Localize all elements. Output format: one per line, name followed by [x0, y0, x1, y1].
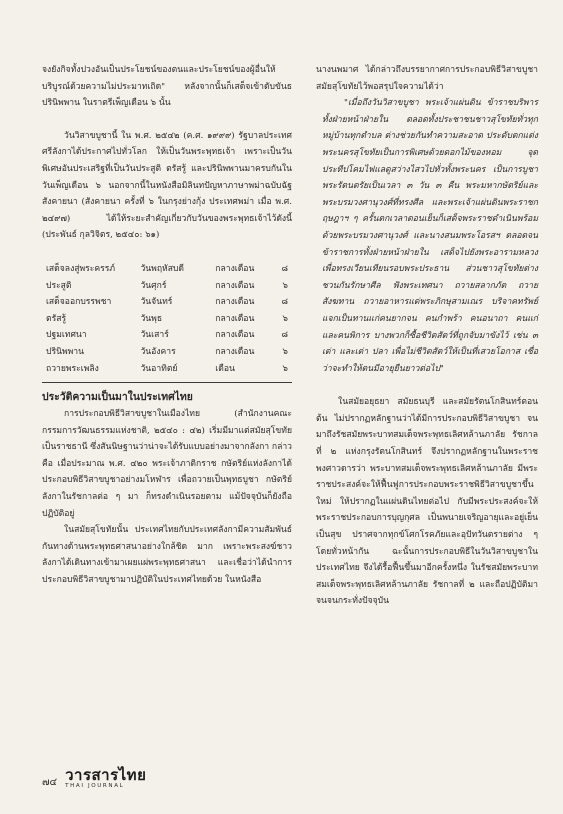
- event-name: ปรินิพพาน: [46, 346, 84, 357]
- event-month-number: ๘: [281, 297, 288, 308]
- right-paragraph-1: นางนพมาศ ได้กล่าวถึงบรรยากาศการประกอบพิธีวิสาขบูชาสมัยสุโขทัยไว้พอสรุปใจความได้ว่า: [316, 65, 538, 92]
- event-month: กลางเดือน: [215, 280, 255, 291]
- journal-logo-text: วารสารไทย: [65, 766, 147, 784]
- section-divider: [42, 382, 292, 383]
- event-name: ตรัสรู้: [46, 313, 67, 324]
- event-month-number: ๖: [282, 363, 288, 374]
- event-month: กลางเดือน: [215, 313, 255, 324]
- event-month-number: ๖: [282, 346, 288, 357]
- event-month-number: ๘: [281, 330, 288, 341]
- left-paragraph-3: การประกอบพิธีวิสาขบูชาในเมืองไทย (สำนักงานคณะกรรมการวัฒนธรรมแห่งชาติ, ๒๕๔๐ : ๔๒) เริ่มมีมาแต่สมัยสุโขทัยเป็นราชธานี ซึ่งสันนิษฐานว่าน่าจะได้รับแบบอย่างมาจากลังกา กล่าวคือ เมื่อประมาณ พ.ศ. ๔๒๐ พระเจ้าภาติกราช กษัตริย์แห่งลังกาได้ประกอบพิธีวิสาขบูชาอย่างมโหฬาร เพื่อถวายเป็นพุทธบูชา กษัตริย์ลังกาในรัชกาลต่อ ๆ มา ก็ทรงดำเนินรอยตาม แม้ปัจจุบันก็ยังถือปฏิบัติอยู่: [42, 409, 292, 519]
- event-day: วันจันทร์: [140, 297, 173, 308]
- event-row: [42, 278, 292, 295]
- event-day: วันอังคาร: [140, 346, 176, 357]
- event-name: ถวายพระเพลิง: [46, 363, 99, 374]
- event-day: วันพฤหัสบดี: [140, 263, 184, 274]
- page-footer: [42, 768, 146, 790]
- event-row: [42, 361, 292, 378]
- right-column: [316, 62, 538, 610]
- journal-logo: [65, 768, 146, 790]
- page-number: ๗๔: [42, 776, 58, 788]
- journal-logo-subtitle: THAI JOURNAL: [65, 783, 125, 789]
- event-row: [42, 294, 292, 311]
- event-day: วันพุธ: [140, 313, 163, 324]
- event-name: เสด็จออกบรรพชา: [46, 297, 112, 308]
- event-row: [42, 327, 292, 344]
- event-day: วันศุกร์: [140, 280, 167, 291]
- event-month: กลางเดือน: [215, 330, 255, 341]
- section-heading: ประวัติความเป็นมาในประเทศไทย: [42, 391, 193, 404]
- event-name: ประสูติ: [46, 280, 72, 291]
- event-month-number: ๖: [282, 280, 288, 291]
- event-month-number: ๘: [281, 263, 288, 274]
- event-row: [42, 344, 292, 361]
- event-month: กลางเดือน: [215, 297, 255, 308]
- event-month: กลางเดือน: [215, 346, 255, 357]
- event-month-number: ๖: [282, 313, 288, 324]
- event-row: [42, 311, 292, 328]
- event-month: เดือน: [215, 363, 235, 374]
- event-name: เสด็จลงสู่พระครรภ์: [46, 263, 116, 274]
- event-day: วันเสาร์: [140, 330, 169, 341]
- event-month: กลางเดือน: [215, 263, 255, 274]
- left-paragraph-2: วันวิสาขบูชานี้ ใน พ.ศ. ๒๕๔๒ (ค.ศ. ๑๙๙๙) รัฐบาลประเทศศรีลังกาได้ประกาศไปทั่วโลก ให้เป็นวันพระพุทธเจ้า เพราะเป็นวันพิเศษอันประเสริฐที่เป็นวันประสูติ ตรัสรู้ และปรินิพพานมาครบกันในวันเพ็ญเดือน ๖ นอกจากนี้ในหนังสือมิลินทปัญหาภาษาพม่าฉบับฉัฐสังคายนา (สังคายนา ครั้งที่ ๖ ในกรุงย่างกุ้ง ประเทศพม่า เมื่อ พ.ศ. ๒๔๙๗) ได้ให้ระยะสำคัญเกี่ยวกับวันของพระพุทธเจ้าไว้ดังนี้ (ประพันธ์ กุลวิจิตร, ๒๕๔๐: ๖๑): [42, 130, 292, 241]
- event-name: ปฐมเทศนา: [46, 330, 87, 341]
- event-day: วันอาทิตย์: [140, 363, 178, 374]
- right-paragraph-2: ในสมัยอยุธยา สมัยธนบุรี และสมัยรัตนโกสินทร์ตอนต้น ไม่ปรากฏหลักฐานว่าได้มีการประกอบพิธีวิสาขบูชา จนมาถึงรัชสมัยพระบาทสมเด็จพระพุทธเลิศหล้านภาลัย รัชกาลที่ ๒ แห่งกรุงรัตนโกสินทร์ จึงปรากฏหลักฐานในพระราชพงศาวดารว่า พระบาทสมเด็จพระพุทธเลิศหล้านภาลัย มีพระราชประสงค์จะให้ฟื้นฟูการประกอบพระราชพิธีวิสาขบูชาขึ้นใหม่ ให้ปรากฏในแผ่นดินไทยต่อไป กับมีพระประสงค์จะให้พระราชประกอบการบุญกุศล เป็นพนายเจริญอายุและอยู่เย็นเป็นสุข ปราศจากทุกข์โศกโรคภัยและอุปัทวันตรายต่าง ๆ โดยทั่วหน้ากัน ฉะนั้นการประกอบพิธีในวันวิสาขบูชาในประเทศไทย จึงได้รื้อฟื้นขึ้นมาอีกครั้งหนึ่ง ในรัชสมัยพระบาทสมเด็จพระพุทธเลิศหล้านภาลัย รัชกาลที่ ๒ และถือปฏิบัติมาจนจนกระทั่งปัจจุบัน: [316, 397, 538, 607]
- quoted-passage: "เมื่อถึงวันวิสาขบูชา พระเจ้าแผ่นดิน ข้าราชบริพารทั้งฝ่ายหน้าฝ่ายใน ตลอดทั้งประชาชนชาวสุโขทัยทั่วทุกหมู่บ้านทุกตำบล ต่างช่วยกันทำความสะอาด ประดับตกแต่งพระนครสุโขทัยเป็นการพิเศษด้วยดอกไม้ของหอม จุดประทีปโคมไฟแลดูสว่างไสวไปทั่วทั้งพระนคร เป็นการบูชาพระรัตนตรัยเป็นเวลา ๓ วัน ๓ คืน พระมหากษัตริย์และพระบรมวงศานุวงศ์ที่ทรงศีล และพระเจ้าแผ่นดินพระราชกฤษฎาฯ ๆ ครั้นตกเวลาตอนเย็นก็เสด็จพระราชดำเนินพร้อมด้วยพระบรมวงศานุวงศ์ และนางสนมพระโอรสฯ ตลอดจนข้าราชการทั้งฝ่ายหน้าฝ่ายใน เสด็จไปยังพระอารามหลวง เพื่อทรงเวียนเทียนรอบพระประธาน ส่วนชาวสุโขทัยต่างชวนกันรักษาศีล ฟังพระเทศนา ถวายสลากภัต ถวายสังฆทาน ถวายอาหารแด่พระภิกษุสามเณร บริจาคทรัพย์แจกเป็นทานแก่คนยากจน คนกำพร้า คนอนาถา คนแก่ และคนพิการ บางพวกก็ซื้อชีวิตสัตว์ที่ถูกจับมาขังไว้ เช่น ๓ เต่า และเต่า ปลา เพื่อไม่ชีวิตสัตว์ให้เป็นที่เสวยโอกาส เชื่อว่าจะทำให้ตนมีอายุยืนยาวต่อไป": [322, 98, 538, 374]
- left-paragraph-4: ในสมัยสุโขทัยนั้น ประเทศไทยกับประเทศลังกามีความสัมพันธ์กันทางด้านพระพุทธศาสนาอย่างใกล้ชิด มาก เพราะพระสงฆ์ชาวลังกาได้เดินทางเข้ามาเผยแผ่พระพุทธศาสนา และเชื่อว่าได้นำการประกอบพิธีวิสาขบูชามาปฏิบัติในประเทศไทยด้วย ในหนังสือ: [42, 525, 292, 586]
- left-column: [42, 62, 292, 589]
- left-paragraph-1: จงยังกิจทั้งปวงอันเป็นประโยชน์ของตนและประโยชน์ของผู้อื่นให้บริบูรณ์ด้วยความไม่ประมาทเถิด" หลังจากนั้นก็เสด็จเข้าดับขันธปรินิพพาน ในราตรีเพ็ญเดือน ๖ นั้น: [42, 65, 292, 109]
- event-row: [42, 261, 292, 278]
- buddha-events-table: [42, 261, 292, 377]
